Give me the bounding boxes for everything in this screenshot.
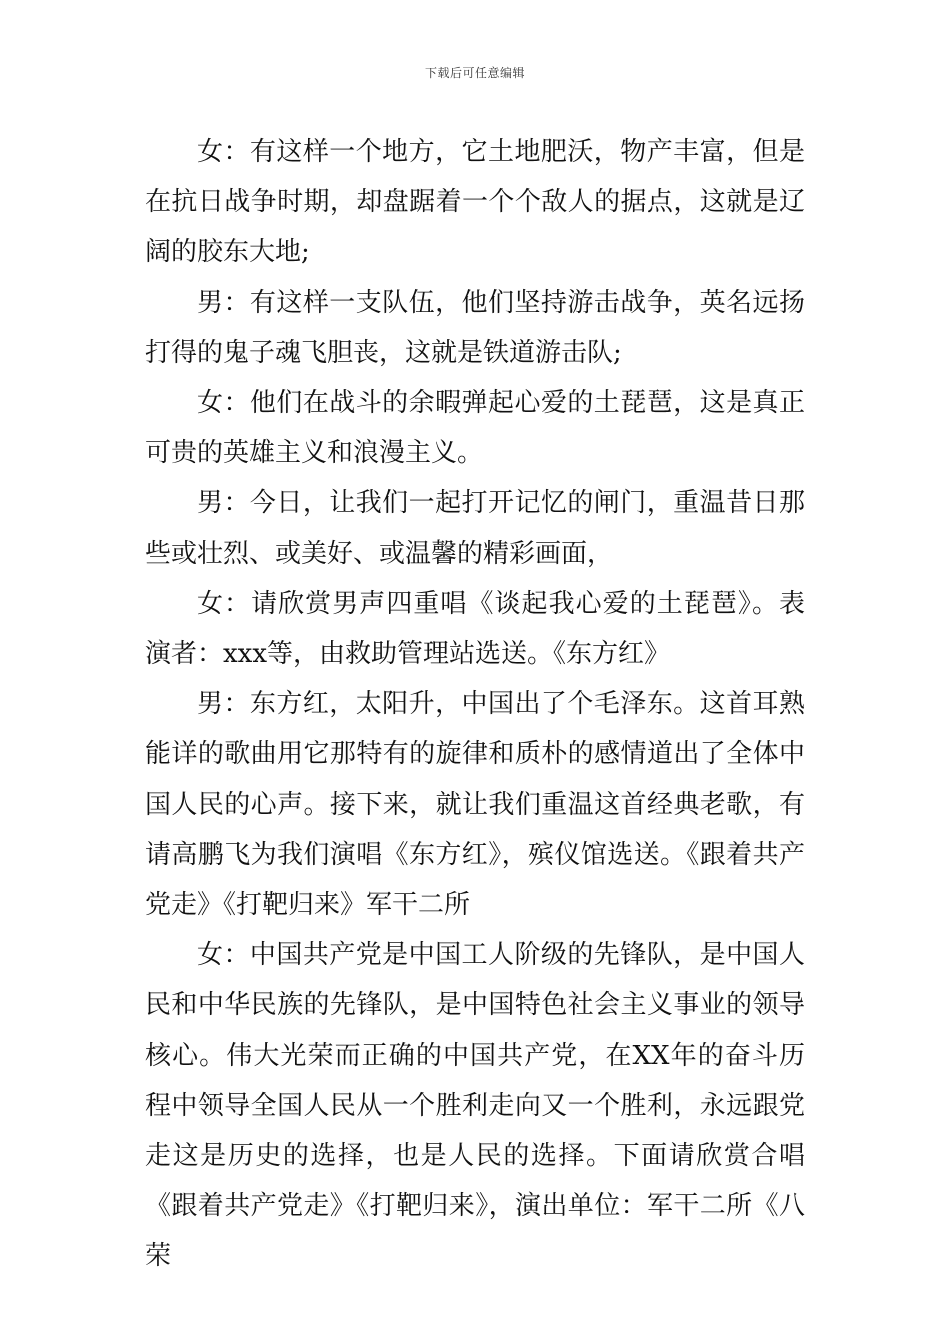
page-header: 下载后可任意编辑 [424,66,525,80]
document-body [145,127,805,1282]
paragraph-4: 男：今日，让我们一起打开记忆的闸门，重温昔日那些或壮烈、或美好、或温馨的精彩画面， [145,488,805,569]
paragraph-3: 女：他们在战斗的余暇弹起心爱的土琵琶，这是真正可贵的英雄主义和浪漫主义。 [145,388,805,469]
paragraph-5: 女：请欣赏男声四重唱《谈起我心爱的土琵琶》。表演者：xxx等，由救助管理站选送。《东方红》 [145,588,805,670]
paragraph-2: 男：有这样一支队伍，他们坚持游击战争，英名远扬打得的鬼子魂飞胆丧，这就是铁道游击队; [145,287,805,368]
paragraph-7: 女：中国共产党是中国工人阶级的先锋队，是中国人民和中华民族的先锋队，是中国特色社会主义事业的领导核心。伟大光荣而正确的中国共产党，在XX年的奋斗历程中领导全国人民从一个胜利走向又一个胜利，永远跟党走这是历史的选择，也是人民的选择。下面请欣赏合唱《跟着共产党走》《打靶归来》，演出单位：军干二所《八荣 [145,940,805,1272]
paragraph-6: 男：东方红，太阳升，中国出了个毛泽东。这首耳熟能详的歌曲用它那特有的旋律和质朴的感情道出了全体中国人民的心声。接下来，就让我们重温这首经典老歌，有请高鹏飞为我们演唱《东方红》，殡仪馆选送。《跟着共产党走》《打靶归来》军干二所 [145,689,805,921]
paragraph-1: 女：有这样一个地方，它土地肥沃，物产丰富，但是在抗日战争时期，却盘踞着一个个敌人的据点，这就是辽阔的胶东大地; [145,137,805,268]
